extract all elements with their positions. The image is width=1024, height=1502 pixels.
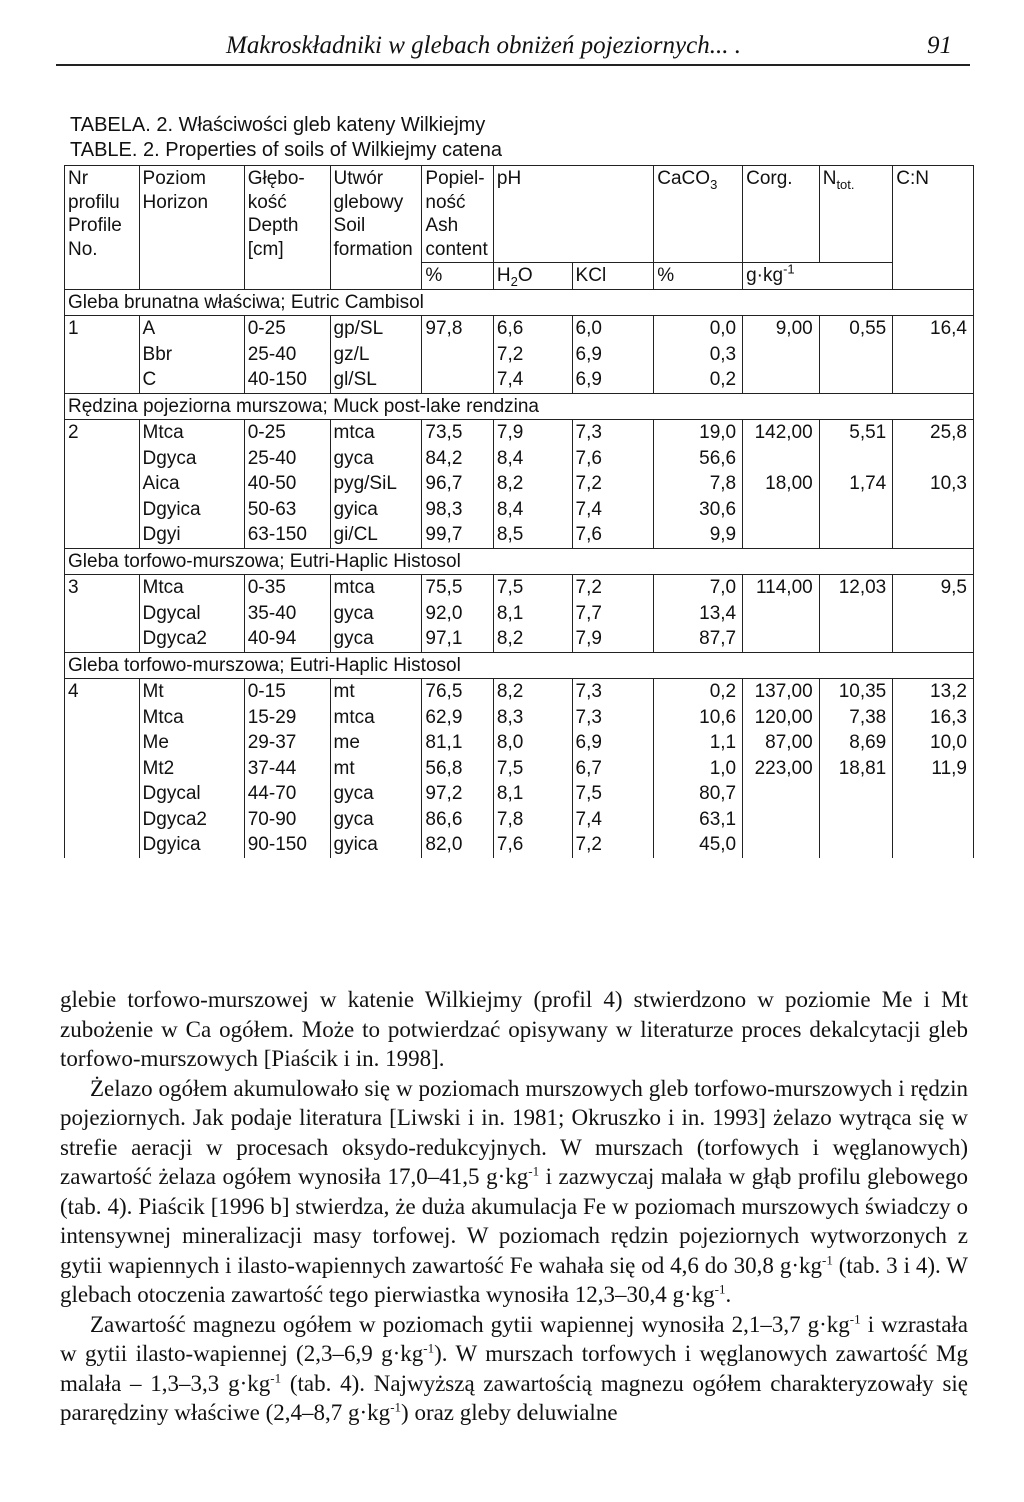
cell-cn bbox=[893, 781, 974, 807]
cell-caco3: 0,3 bbox=[654, 342, 743, 368]
cell-caco3: 30,6 bbox=[654, 497, 743, 523]
cell-corg bbox=[743, 367, 820, 393]
cell-h2o: 7,6 bbox=[493, 832, 572, 858]
cell-formation: gyca bbox=[330, 601, 422, 627]
cell-profile-number bbox=[65, 367, 140, 393]
cell-profile-number bbox=[65, 497, 140, 523]
cell-ash: 97,1 bbox=[422, 626, 493, 652]
header-depth: Głębo- kość Depth [cm] bbox=[244, 166, 330, 290]
table-row bbox=[65, 679, 974, 705]
cell-kcl: 6,0 bbox=[572, 316, 654, 342]
cell-ntot bbox=[819, 781, 893, 807]
cell-h2o: 8,2 bbox=[493, 471, 572, 497]
paragraph-2: Żelazo ogółem akumulowało się w poziomach murszowych gleb torfowo-murszowych i rędzin pojeziornych. Jak podaje literatura [Liwski i in. 1981; Okruszko i in. 1993] żelazo wytrąca się w strefie aeracji w procesach oksydo-redukcyjnych. W murszach (torfowych i węglanowych) zawartość żelaza ogółem wynosiła 17,0–41,5 $g\cdot kg^{-1}$ i zazwyczaj malała w głąb profilu glebowego (tab. 4). Piaścik [1996 b] stwierdza, że duża akumulacja Fe w poziomach murszowych świadczy o intensywnej mineralizacji masy torfowej. W poziomach rędzin pojeziornych wytworzonych z gytii wapiennych i ilasto-wapiennych zawartość Fe wahała się od 4,6 do 30,8 $g\cdot kg^{-1}$ (tab. 3 i 4). W glebach otoczenia zawartość tego pierwiastka wynosiła 12,3–30,4 $g\cdot kg^{-1}$. bbox=[60, 1075, 968, 1307]
cell-h2o: 7,5 bbox=[493, 575, 572, 601]
cell-kcl: 7,3 bbox=[572, 705, 654, 731]
cell-ash: 82,0 bbox=[422, 832, 493, 858]
cell-depth: 40-50 bbox=[244, 471, 330, 497]
cell-profile-number bbox=[65, 601, 140, 627]
cell-horizon: Dgyica bbox=[139, 832, 244, 858]
cell-h2o: 8,5 bbox=[493, 522, 572, 548]
table-row bbox=[65, 367, 974, 393]
table-row bbox=[65, 601, 974, 627]
table-row bbox=[65, 832, 974, 858]
running-head bbox=[56, 28, 970, 66]
cell-corg: 120,00 bbox=[743, 705, 820, 731]
cell-corg bbox=[743, 807, 820, 833]
cell-horizon: Aica bbox=[139, 471, 244, 497]
header-ph: pH bbox=[493, 166, 653, 263]
cell-formation: gp/SL bbox=[330, 316, 422, 342]
cell-caco3: 10,6 bbox=[654, 705, 743, 731]
cell-profile-number bbox=[65, 781, 140, 807]
cell-formation: me bbox=[330, 730, 422, 756]
cell-depth: 25-40 bbox=[244, 342, 330, 368]
cell-depth: 0-25 bbox=[244, 316, 330, 342]
cell-corg: 18,00 bbox=[743, 471, 820, 497]
cell-cn: 25,8 bbox=[893, 420, 974, 446]
cell-horizon: Mtca bbox=[139, 705, 244, 731]
cell-depth: 50-63 bbox=[244, 497, 330, 523]
cell-h2o: 8,1 bbox=[493, 601, 572, 627]
cell-ntot: 5,51 bbox=[819, 420, 893, 446]
cell-profile-number bbox=[65, 832, 140, 858]
table-row bbox=[65, 807, 974, 833]
cell-depth: 44-70 bbox=[244, 781, 330, 807]
cell-horizon: Dgyca2 bbox=[139, 626, 244, 652]
cell-ash: 92,0 bbox=[422, 601, 493, 627]
section-header-row bbox=[65, 652, 974, 679]
cell-ntot: 12,03 bbox=[819, 575, 893, 601]
cell-ntot bbox=[819, 807, 893, 833]
header-profile-number: Nr profilu Profile No. bbox=[65, 166, 140, 290]
body-text bbox=[60, 985, 968, 1428]
cell-profile-number: 1 bbox=[65, 316, 140, 342]
cell-caco3: 13,4 bbox=[654, 601, 743, 627]
cell-caco3: 1,0 bbox=[654, 756, 743, 782]
cell-profile-number bbox=[65, 471, 140, 497]
cell-kcl: 7,3 bbox=[572, 679, 654, 705]
cell-ash: 75,5 bbox=[422, 575, 493, 601]
header-horizon: Poziom Horizon bbox=[139, 166, 244, 290]
cell-ash: 97,2 bbox=[422, 781, 493, 807]
cell-cn: 11,9 bbox=[893, 756, 974, 782]
cell-formation: gi/CL bbox=[330, 522, 422, 548]
cell-profile-number bbox=[65, 705, 140, 731]
cell-corg bbox=[743, 522, 820, 548]
table-row bbox=[65, 342, 974, 368]
cell-h2o: 8,2 bbox=[493, 679, 572, 705]
cell-formation: gl/SL bbox=[330, 367, 422, 393]
cell-kcl: 7,2 bbox=[572, 471, 654, 497]
cell-caco3: 9,9 bbox=[654, 522, 743, 548]
section-label: Rędzina pojeziorna murszowa; Muck post-lake rendzina bbox=[65, 393, 974, 420]
cell-ntot bbox=[819, 446, 893, 472]
cell-h2o: 8,4 bbox=[493, 446, 572, 472]
cell-profile-number bbox=[65, 522, 140, 548]
cell-h2o: 7,4 bbox=[493, 367, 572, 393]
cell-horizon: Dgycal bbox=[139, 781, 244, 807]
cell-formation: gyica bbox=[330, 832, 422, 858]
table-row bbox=[65, 471, 974, 497]
cell-formation: mt bbox=[330, 679, 422, 705]
cell-ntot bbox=[819, 832, 893, 858]
cell-ash: 56,8 bbox=[422, 756, 493, 782]
cell-cn: 16,3 bbox=[893, 705, 974, 731]
header-soil-formation: Utwór glebowy Soil formation bbox=[330, 166, 422, 290]
cell-kcl: 7,3 bbox=[572, 420, 654, 446]
cell-horizon: Dgyi bbox=[139, 522, 244, 548]
cell-caco3: 87,7 bbox=[654, 626, 743, 652]
cell-caco3: 0,0 bbox=[654, 316, 743, 342]
cell-horizon: Mtca bbox=[139, 575, 244, 601]
cell-ash: 81,1 bbox=[422, 730, 493, 756]
cell-depth: 37-44 bbox=[244, 756, 330, 782]
cell-profile-number bbox=[65, 756, 140, 782]
cell-kcl: 7,6 bbox=[572, 522, 654, 548]
section-header-row bbox=[65, 289, 974, 316]
table-row bbox=[65, 446, 974, 472]
unit-h2o: $H_2O$ bbox=[493, 263, 572, 290]
cell-caco3: 80,7 bbox=[654, 781, 743, 807]
cell-formation: mtca bbox=[330, 705, 422, 731]
header-caco3: CaCO$_3$ bbox=[654, 166, 743, 263]
cell-horizon: Bbr bbox=[139, 342, 244, 368]
table-row bbox=[65, 316, 974, 342]
cell-caco3: 63,1 bbox=[654, 807, 743, 833]
cell-formation: gyica bbox=[330, 497, 422, 523]
cell-formation: pyg/SiL bbox=[330, 471, 422, 497]
cell-ash: 86,6 bbox=[422, 807, 493, 833]
cell-ntot: 0,55 bbox=[819, 316, 893, 342]
cell-horizon: Dgyca bbox=[139, 446, 244, 472]
cell-cn: 9,5 bbox=[893, 575, 974, 601]
cell-caco3: 1,1 bbox=[654, 730, 743, 756]
cell-horizon: Mtca bbox=[139, 420, 244, 446]
cell-cn: 10,0 bbox=[893, 730, 974, 756]
cell-ash bbox=[422, 367, 493, 393]
cell-ntot: 7,38 bbox=[819, 705, 893, 731]
cell-depth: 15-29 bbox=[244, 705, 330, 731]
cell-h2o: 7,5 bbox=[493, 756, 572, 782]
unit-caco3-percent: % bbox=[654, 263, 743, 290]
cell-cn bbox=[893, 832, 974, 858]
cell-profile-number bbox=[65, 807, 140, 833]
cell-horizon: Dgyca2 bbox=[139, 807, 244, 833]
cell-corg: 142,00 bbox=[743, 420, 820, 446]
cell-profile-number bbox=[65, 626, 140, 652]
cell-kcl: 7,2 bbox=[572, 832, 654, 858]
cell-profile-number: 2 bbox=[65, 420, 140, 446]
cell-formation: gyca bbox=[330, 446, 422, 472]
cell-ash: 99,7 bbox=[422, 522, 493, 548]
cell-cn bbox=[893, 522, 974, 548]
cell-ash: 96,7 bbox=[422, 471, 493, 497]
cell-horizon: Mt2 bbox=[139, 756, 244, 782]
cell-h2o: 7,8 bbox=[493, 807, 572, 833]
cell-ntot: 1,74 bbox=[819, 471, 893, 497]
cell-h2o: 8,4 bbox=[493, 497, 572, 523]
cell-kcl: 7,6 bbox=[572, 446, 654, 472]
cell-horizon: Dgycal bbox=[139, 601, 244, 627]
table-row bbox=[65, 497, 974, 523]
cell-kcl: 7,4 bbox=[572, 497, 654, 523]
cell-kcl: 7,9 bbox=[572, 626, 654, 652]
cell-corg bbox=[743, 497, 820, 523]
cell-horizon: C bbox=[139, 367, 244, 393]
cell-horizon: A bbox=[139, 316, 244, 342]
cell-kcl: 7,2 bbox=[572, 575, 654, 601]
table-row bbox=[65, 626, 974, 652]
cell-caco3: 19,0 bbox=[654, 420, 743, 446]
cell-kcl: 7,4 bbox=[572, 807, 654, 833]
cell-ash: 84,2 bbox=[422, 446, 493, 472]
cell-depth: 25-40 bbox=[244, 446, 330, 472]
cell-formation: gyca bbox=[330, 626, 422, 652]
cell-h2o: 8,2 bbox=[493, 626, 572, 652]
cell-horizon: Mt bbox=[139, 679, 244, 705]
cell-h2o: 8,0 bbox=[493, 730, 572, 756]
cell-corg bbox=[743, 342, 820, 368]
cell-kcl: 6,7 bbox=[572, 756, 654, 782]
cell-h2o: 6,6 bbox=[493, 316, 572, 342]
cell-cn bbox=[893, 497, 974, 523]
table-caption-pl: TABELA. 2. Właściwości gleb kateny Wilkiejmy bbox=[70, 114, 486, 136]
cell-h2o: 8,3 bbox=[493, 705, 572, 731]
cell-formation: mtca bbox=[330, 575, 422, 601]
cell-caco3: 0,2 bbox=[654, 679, 743, 705]
cell-corg: 223,00 bbox=[743, 756, 820, 782]
cell-kcl: 6,9 bbox=[572, 730, 654, 756]
cell-ntot bbox=[819, 522, 893, 548]
cell-cn: 16,4 bbox=[893, 316, 974, 342]
table-body bbox=[65, 289, 974, 858]
cell-formation: gyca bbox=[330, 807, 422, 833]
cell-depth: 0-25 bbox=[244, 420, 330, 446]
cell-ntot: 10,35 bbox=[819, 679, 893, 705]
cell-depth: 90-150 bbox=[244, 832, 330, 858]
cell-ash: 76,5 bbox=[422, 679, 493, 705]
running-title: Makroskładniki w glebach obniżeń pojeziornych... . bbox=[226, 32, 741, 59]
cell-ntot bbox=[819, 497, 893, 523]
cell-corg: 114,00 bbox=[743, 575, 820, 601]
cell-ash: 98,3 bbox=[422, 497, 493, 523]
paragraph-1: glebie torfowo-murszowej w katenie Wilkiejmy (profil 4) stwierdzono w poziomie Me i Mt zubożenie w Ca ogółem. Może to potwierdzać opisywany w literaturze proces dekalcytacji gleb torfowo-murszowych [Piaścik i in. 1998]. bbox=[60, 987, 968, 1071]
cell-ntot: 18,81 bbox=[819, 756, 893, 782]
cell-profile-number bbox=[65, 446, 140, 472]
cell-depth: 0-15 bbox=[244, 679, 330, 705]
cell-ntot bbox=[819, 342, 893, 368]
cell-corg bbox=[743, 832, 820, 858]
cell-h2o: 8,1 bbox=[493, 781, 572, 807]
cell-cn bbox=[893, 342, 974, 368]
cell-depth: 70-90 bbox=[244, 807, 330, 833]
header-ntot: $N_{tot.}$ bbox=[819, 166, 893, 263]
cell-ash: 97,8 bbox=[422, 316, 493, 342]
section-label: Gleba torfowo-murszowa; Eutri-Haplic Histosol bbox=[65, 548, 974, 575]
table-header bbox=[65, 166, 974, 290]
section-header-row bbox=[65, 393, 974, 420]
unit-ash-percent: % bbox=[422, 263, 493, 290]
cell-formation: gyca bbox=[330, 781, 422, 807]
cell-depth: 40-94 bbox=[244, 626, 330, 652]
cell-cn bbox=[893, 626, 974, 652]
table-row bbox=[65, 575, 974, 601]
cell-caco3: 7,8 bbox=[654, 471, 743, 497]
cell-ntot bbox=[819, 367, 893, 393]
cell-kcl: 7,7 bbox=[572, 601, 654, 627]
section-header-row bbox=[65, 548, 974, 575]
cell-cn bbox=[893, 367, 974, 393]
cell-h2o: 7,9 bbox=[493, 420, 572, 446]
unit-kcl: KCl bbox=[572, 263, 654, 290]
cell-horizon: Me bbox=[139, 730, 244, 756]
cell-formation: mt bbox=[330, 756, 422, 782]
cell-depth: 29-37 bbox=[244, 730, 330, 756]
table-row bbox=[65, 756, 974, 782]
table-row bbox=[65, 522, 974, 548]
soil-properties-table bbox=[64, 165, 974, 858]
table-row bbox=[65, 420, 974, 446]
header-ash-content: Popiel- ność Ash content bbox=[422, 166, 493, 263]
cell-depth: 0-35 bbox=[244, 575, 330, 601]
cell-ntot: 8,69 bbox=[819, 730, 893, 756]
cell-profile-number bbox=[65, 342, 140, 368]
cell-cn bbox=[893, 601, 974, 627]
cell-kcl: 7,5 bbox=[572, 781, 654, 807]
cell-corg bbox=[743, 626, 820, 652]
header-corg: Corg. bbox=[743, 166, 820, 263]
unit-g-per-kg: $g\cdot kg^{-1}$ bbox=[743, 263, 893, 290]
cell-depth: 35-40 bbox=[244, 601, 330, 627]
cell-profile-number bbox=[65, 730, 140, 756]
cell-depth: 40-150 bbox=[244, 367, 330, 393]
paragraph-3: Zawartość magnezu ogółem w poziomach gytii wapiennej wynosiła 2,1–3,7 $g\cdot kg^{-1}$ i wzrastała w gytii ilasto-wapiennej (2,3–6,9 $g\cdot kg^{-1}$). W murszach torfowych i węglanowych zawartość Mg malała – 1,3–3,3 $g\cdot kg^{-1}$ (tab. 4). Najwyższą zawartością magnezu ogółem charakteryzowały się pararędziny właściwe (2,4–8,7 $g\cdot kg^{-1}$) oraz gleby deluwialne bbox=[60, 1310, 968, 1425]
cell-cn: 13,2 bbox=[893, 679, 974, 705]
cell-ntot bbox=[819, 601, 893, 627]
section-label: Gleba brunatna właściwa; Eutric Cambisol bbox=[65, 289, 974, 316]
cell-profile-number: 4 bbox=[65, 679, 140, 705]
cell-ntot bbox=[819, 626, 893, 652]
page-number: 91 bbox=[927, 32, 952, 59]
cell-corg bbox=[743, 781, 820, 807]
cell-corg: 137,00 bbox=[743, 679, 820, 705]
cell-cn: 10,3 bbox=[893, 471, 974, 497]
cell-h2o: 7,2 bbox=[493, 342, 572, 368]
cell-cn bbox=[893, 807, 974, 833]
section-label: Gleba torfowo-murszowa; Eutri-Haplic Histosol bbox=[65, 652, 974, 679]
table-caption-en: TABLE. 2. Properties of soils of Wilkiejmy catena bbox=[70, 139, 503, 161]
cell-ash bbox=[422, 342, 493, 368]
header-cn-ratio: C:N bbox=[893, 166, 974, 290]
cell-ash: 73,5 bbox=[422, 420, 493, 446]
cell-kcl: 6,9 bbox=[572, 342, 654, 368]
cell-depth: 63-150 bbox=[244, 522, 330, 548]
cell-caco3: 7,0 bbox=[654, 575, 743, 601]
cell-caco3: 45,0 bbox=[654, 832, 743, 858]
cell-horizon: Dgyica bbox=[139, 497, 244, 523]
cell-corg bbox=[743, 601, 820, 627]
cell-formation: mtca bbox=[330, 420, 422, 446]
table-row bbox=[65, 705, 974, 731]
cell-corg: 9,00 bbox=[743, 316, 820, 342]
cell-profile-number: 3 bbox=[65, 575, 140, 601]
cell-corg: 87,00 bbox=[743, 730, 820, 756]
cell-formation: gz/L bbox=[330, 342, 422, 368]
cell-kcl: 6,9 bbox=[572, 367, 654, 393]
cell-caco3: 0,2 bbox=[654, 367, 743, 393]
table-row bbox=[65, 781, 974, 807]
cell-caco3: 56,6 bbox=[654, 446, 743, 472]
cell-cn bbox=[893, 446, 974, 472]
cell-corg bbox=[743, 446, 820, 472]
cell-ash: 62,9 bbox=[422, 705, 493, 731]
table-row bbox=[65, 730, 974, 756]
